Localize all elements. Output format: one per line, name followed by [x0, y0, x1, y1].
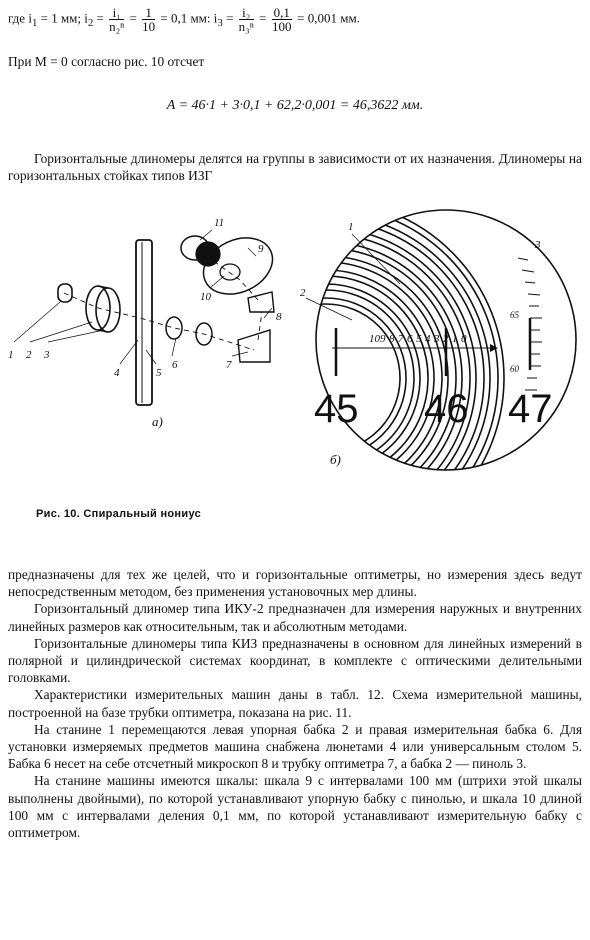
figure-a-schematic [8, 217, 282, 429]
fraction-denominator: 100 [272, 19, 292, 34]
eyepiece-shape [196, 242, 220, 266]
fraction [109, 6, 124, 33]
paragraph-text: Горизонтальные длиномеры делятся на группы в зависимости от их назначения. Длиномеры на горизонтальных стойках типов ИЗГ [8, 151, 582, 184]
scale-label: 2 [443, 333, 449, 345]
fraction-numerator: i₁ [109, 6, 124, 20]
scale-bar-shape [136, 240, 152, 405]
body-text [8, 566, 582, 841]
formula-text: = 0,1 мм: i [160, 10, 218, 26]
dial-label: 3 [535, 239, 541, 251]
paragraph-text: Горизонтальный длиномер типа ИКУ-2 предназначен для измерения наружных и внутренних линейных размеров как относительным, так и абсолютным методами. [8, 601, 582, 634]
fraction [142, 6, 155, 33]
paragraph-text: На станине машины имеются шкалы: шкала 9 с интервалами 100 мм (штрихи этой шкалы выполнены двойными), по которой устанавливают упорную бабку с пинолью, и шкала 10 длиной 100 мм с интервалами деления 0,1 мм, по которой устанавливают измерительную бабку с оптиметром. [8, 773, 582, 841]
scale-label: 10 [369, 333, 380, 345]
part-label: 5 [156, 367, 162, 379]
fraction-numerator: 0,1 [273, 5, 290, 20]
big-mm-numbers [314, 387, 553, 431]
figure-spiral-nonius [0, 200, 590, 500]
part-label: 2 [26, 349, 32, 361]
callout-label: 2 [300, 287, 306, 299]
formula-text: = [93, 10, 108, 26]
scale-label: 1 [452, 333, 458, 345]
dial-label: 60 [510, 364, 519, 374]
fraction-denominator: n₃ⁿ [238, 19, 254, 34]
scale-label: 4 [425, 333, 431, 345]
paragraph-text: Характеристики измерительных машин даны в табл. 12. Схема измерительной машины, построенной на базе трубки оптиметра, показана на рис. 11. [8, 687, 582, 720]
part-label: 8 [276, 311, 282, 323]
formula-text: = 0,001 мм. [297, 10, 360, 26]
fraction-denominator: n₂ⁿ [109, 19, 125, 34]
paragraph-text: На станине 1 перемещаются левая упорная бабка 2 и правая измерительная бабка 6. Для установки измеряемых предметов машина снабжена люнетами 4 или универсальным столом 5. Бабка 6 несет на себе отсчетный микроскоп 8 и трубку оптиметра 7, а бабка 2 — пиноль 3. [8, 721, 582, 772]
part-label: 9 [258, 243, 264, 255]
part-label: 6 [172, 359, 178, 371]
figure-label-b: б) [330, 452, 341, 467]
formula-text: = 1 мм; i [37, 10, 88, 26]
formula-text: = [222, 10, 237, 26]
paragraph [8, 150, 582, 184]
figure-label-a: а) [152, 414, 163, 429]
text-line: При M = 0 согласно рис. 10 отсчет [8, 54, 205, 69]
subscript: 3 [217, 17, 223, 30]
scale-label: 8 [389, 333, 395, 345]
optical-axis [64, 255, 262, 350]
formula-A: A = 46·1 + 3·0,1 + 62,2·0,001 = 46,3622 мм. [166, 98, 424, 113]
mm-number: 47 [508, 387, 553, 431]
fraction-numerator: 1 [142, 6, 155, 20]
figure-caption: Рис. 10. Спиральный нониус [36, 508, 202, 520]
leader-lines [14, 230, 272, 364]
mm-number: 45 [314, 387, 359, 431]
tenth-scale-labels [369, 333, 467, 345]
part-label: 11 [214, 217, 225, 229]
callout-label: 1 [348, 221, 354, 233]
part-label: 4 [114, 367, 120, 379]
scale-label: 9 [380, 333, 386, 345]
fraction [272, 6, 292, 33]
formula-text: = [129, 10, 141, 26]
formula-text: = [259, 10, 270, 26]
fraction-denominator: 10 [142, 19, 156, 34]
index-arrow [490, 344, 498, 352]
scale-label: 7 [398, 333, 404, 345]
scale-label: 0 [461, 333, 467, 345]
scale-label: 6 [407, 333, 413, 345]
dial-label: 65 [510, 310, 519, 320]
formula-text: где i [8, 10, 32, 26]
part-label: 7 [226, 359, 232, 371]
part-label: 10 [200, 291, 211, 303]
subscript: 2 [87, 17, 94, 30]
part-label: 1 [8, 349, 14, 361]
fraction-numerator: i₂ [239, 6, 254, 20]
fraction [239, 6, 254, 33]
prism-shape [248, 292, 274, 312]
paragraph-text: предназначены для тех же целей, что и горизонтальные оптиметры, но измерения здесь ведут непосредственным методом, без применения установочных мер длины. [8, 567, 582, 600]
paragraph-text: Горизонтальные длиномеры типа КИЗ предназначены в основном для линейных измерений в полярной и цилиндрической системах координат, в комплекте с оптическими делительными головками. [8, 635, 582, 686]
prism-shape [238, 330, 270, 362]
scale-label: 3 [434, 333, 440, 345]
objective-shape [166, 317, 182, 339]
mm-number: 46 [424, 387, 469, 431]
subscript: 1 [31, 17, 38, 30]
formula-line-i [8, 6, 360, 33]
part-label: 3 [44, 349, 50, 361]
scale-label: 5 [416, 333, 422, 345]
